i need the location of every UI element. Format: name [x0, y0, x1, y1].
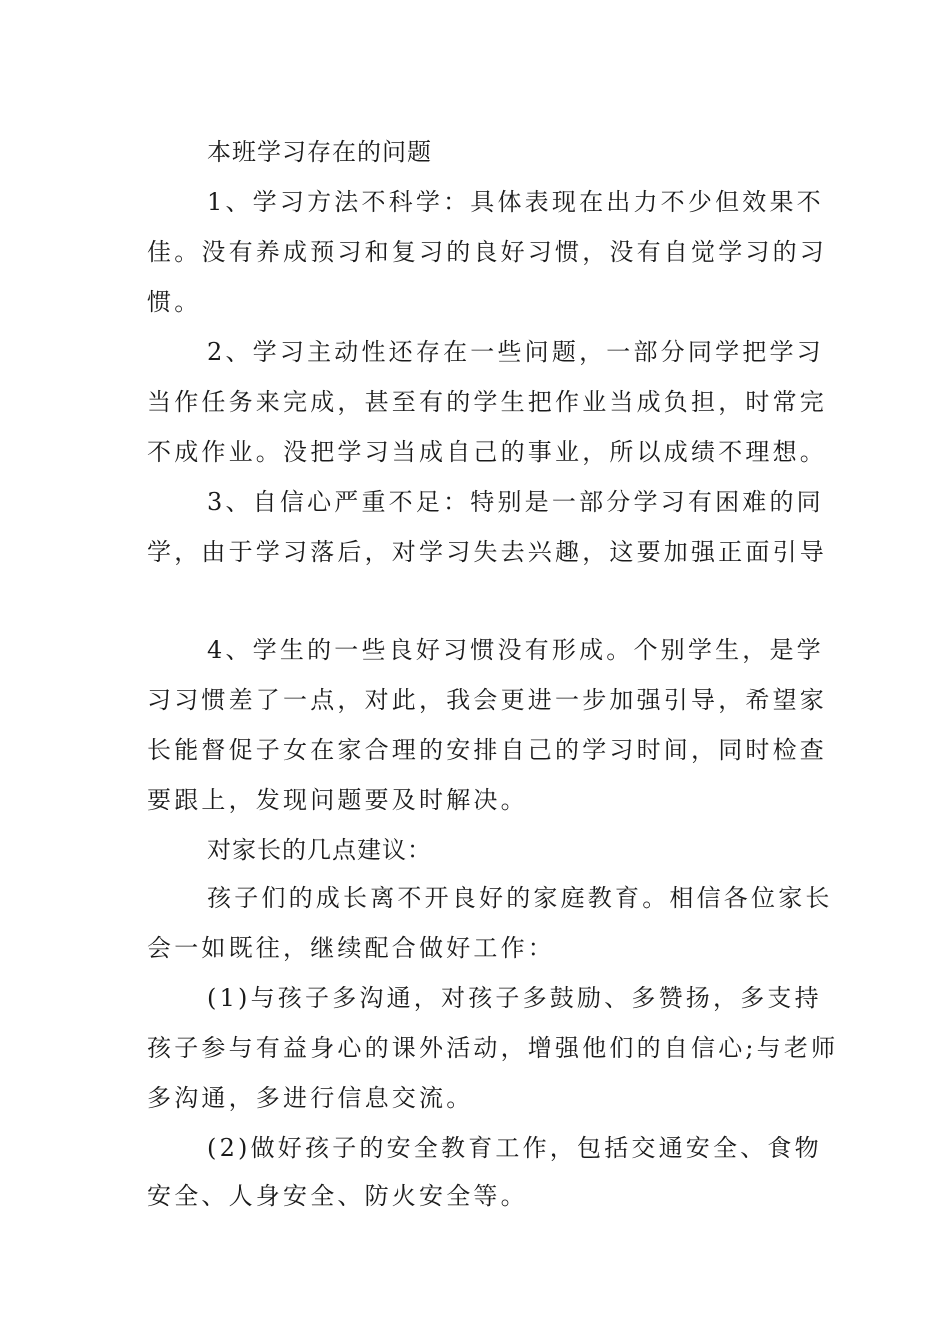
paragraph-line: 3、自信心严重不足：特别是一部分学习有困难的同 — [207, 488, 824, 516]
paragraph-line: 会一如既往，继续配合做好工作： — [147, 934, 555, 962]
paragraph-line: (1)与孩子多沟通，对孩子多鼓励、多赞扬，多支持 — [207, 984, 822, 1012]
paragraph-line: 4、学生的一些良好习惯没有形成。个别学生，是学 — [207, 636, 824, 664]
paragraph-line: 佳。没有养成预习和复习的良好习惯，没有自觉学习的习 — [147, 238, 827, 266]
section-heading-class-problems: 本班学习存在的问题 — [207, 138, 432, 166]
paragraph-line: 多沟通，多进行信息交流。 — [147, 1084, 474, 1112]
paragraph-line: 习习惯差了一点，对此，我会更进一步加强引导，希望家 — [147, 686, 827, 714]
paragraph-line: 当作任务来完成，甚至有的学生把作业当成负担，时常完 — [147, 388, 827, 416]
paragraph-line: 2、学习主动性还存在一些问题，一部分同学把学习 — [207, 338, 824, 366]
paragraph-line: 惯。 — [147, 288, 202, 316]
section-heading-parent-suggestions: 对家长的几点建议： — [207, 836, 432, 864]
paragraph-line: 不成作业。没把学习当成自己的事业，所以成绩不理想。 — [147, 438, 827, 466]
paragraph-line: 孩子们的成长离不开良好的家庭教育。相信各位家长 — [207, 884, 833, 912]
paragraph-line: 1、学习方法不科学：具体表现在出力不少但效果不 — [207, 188, 824, 216]
paragraph-line: 安全、人身安全、防火安全等。 — [147, 1182, 528, 1210]
paragraph-line: 学，由于学习落后，对学习失去兴趣，这要加强正面引导 — [147, 538, 827, 566]
paragraph-line: (2)做好孩子的安全教育工作，包括交通安全、食物 — [207, 1134, 822, 1162]
paragraph-line: 孩子参与有益身心的课外活动，增强他们的自信心;与老师 — [147, 1034, 839, 1062]
paragraph-line: 要跟上，发现问题要及时解决。 — [147, 786, 528, 814]
paragraph-line: 长能督促子女在家合理的安排自己的学习时间，同时检查 — [147, 736, 827, 764]
